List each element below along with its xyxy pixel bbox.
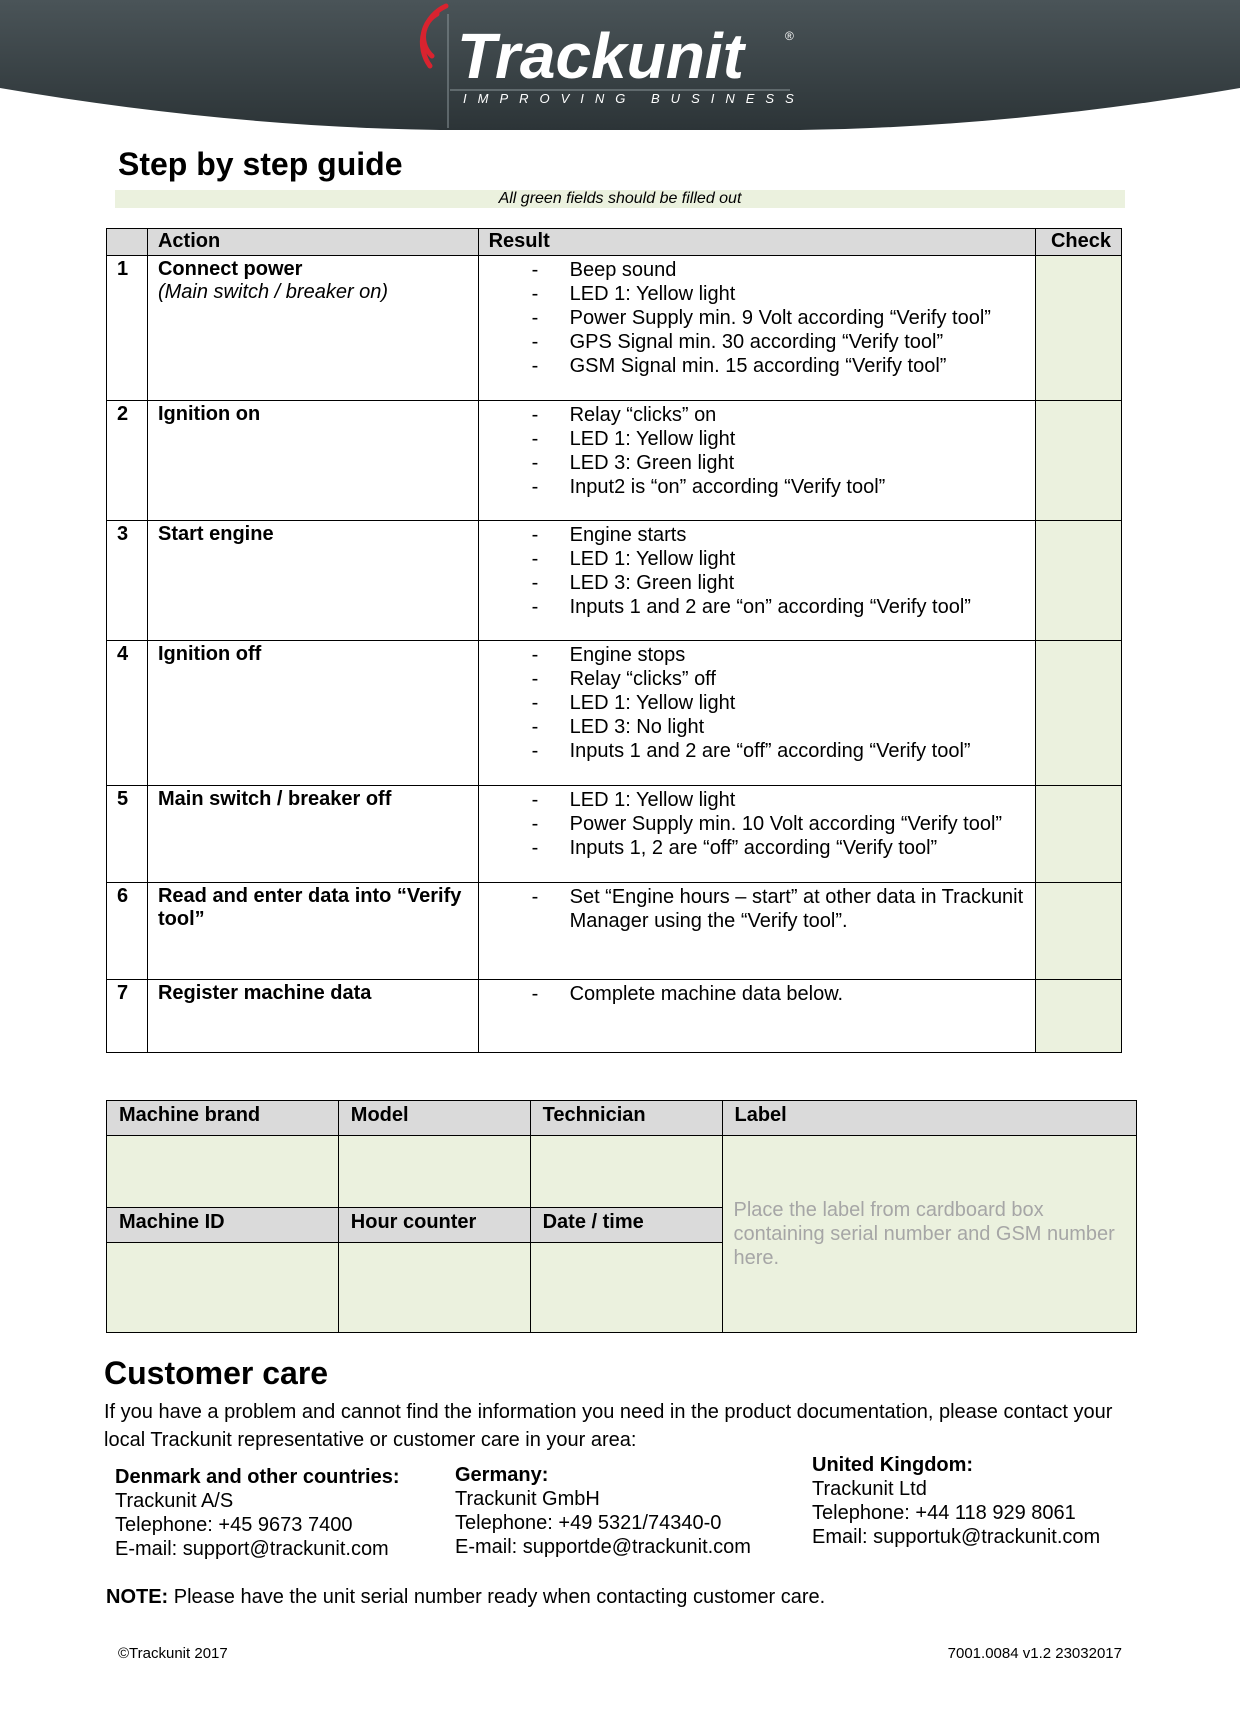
note-text: Please have the unit serial number ready when contacting customer care. xyxy=(168,1586,826,1608)
steps-header-row xyxy=(107,229,1122,256)
contact-email: Email: supportuk@trackunit.com xyxy=(812,1526,1101,1548)
step-action-subtitle: (Main switch / breaker on) xyxy=(157,281,389,303)
step-check-field[interactable] xyxy=(1036,980,1122,1053)
step-result xyxy=(478,256,1035,401)
result-text: Input2 is “on” according “Verify tool” xyxy=(569,476,886,498)
result-item xyxy=(489,571,1025,595)
customer-care-title: Customer care xyxy=(104,1355,329,1391)
bullet-dash: - xyxy=(531,476,539,498)
result-text: GPS Signal min. 30 according “Verify tool” xyxy=(569,331,944,353)
step-check-field[interactable] xyxy=(1036,786,1122,883)
serial-number-note xyxy=(106,1586,825,1609)
result-text: Set “Engine hours – start” at other data in Trackunit Manager using the “Verify tool”. xyxy=(569,886,1024,932)
step-action xyxy=(147,256,478,401)
result-item xyxy=(489,885,1025,933)
bullet-dash: - xyxy=(531,307,539,329)
machine-header-row-1 xyxy=(107,1101,1137,1136)
header-label: Label xyxy=(722,1101,1137,1136)
model-field[interactable] xyxy=(338,1136,530,1208)
bullet-dash: - xyxy=(531,668,539,690)
contact-company: Trackunit A/S xyxy=(115,1490,234,1512)
step-check-field[interactable] xyxy=(1036,401,1122,521)
result-text: Engine stops xyxy=(569,644,686,666)
step-row xyxy=(107,521,1122,641)
result-text: Engine starts xyxy=(569,524,687,546)
steps-table xyxy=(106,228,1122,1053)
header-action: Action xyxy=(147,229,478,256)
header-machine-id: Machine ID xyxy=(107,1208,339,1243)
date-time-field[interactable] xyxy=(530,1243,722,1333)
result-item xyxy=(489,282,1025,306)
bullet-dash: - xyxy=(531,692,539,714)
result-text: Power Supply min. 10 Volt according “Verify tool” xyxy=(569,813,1003,835)
contact-region: United Kingdom: xyxy=(812,1454,974,1476)
step-number: 5 xyxy=(107,786,148,883)
bullet-dash: - xyxy=(531,837,539,859)
contact-denmark xyxy=(115,1465,400,1561)
step-result xyxy=(478,521,1035,641)
result-item xyxy=(489,691,1025,715)
bullet-dash: - xyxy=(531,548,539,570)
step-row xyxy=(107,883,1122,980)
step-action-title: Connect power xyxy=(157,258,303,280)
result-item xyxy=(489,451,1025,475)
header-check: Check xyxy=(1036,229,1122,256)
step-action xyxy=(147,401,478,521)
bullet-dash: - xyxy=(531,524,539,546)
step-number: 2 xyxy=(107,401,148,521)
step-row xyxy=(107,980,1122,1053)
bullet-dash: - xyxy=(531,886,539,908)
step-action xyxy=(147,980,478,1053)
step-action-title: Read and enter data into “Verify tool” xyxy=(157,885,462,930)
step-action xyxy=(147,883,478,980)
step-number: 1 xyxy=(107,256,148,401)
header-date-time: Date / time xyxy=(530,1208,722,1243)
contact-email: E-mail: support@trackunit.com xyxy=(115,1538,389,1560)
result-item xyxy=(489,836,1025,860)
page-title: Step by step guide xyxy=(118,146,403,182)
result-text: LED 3: No light xyxy=(569,716,705,738)
step-row xyxy=(107,256,1122,401)
machine-id-field[interactable] xyxy=(107,1243,339,1333)
contact-region: Denmark and other countries: xyxy=(115,1466,400,1488)
step-action xyxy=(147,641,478,786)
registered-mark: ® xyxy=(785,29,794,43)
step-check-field[interactable] xyxy=(1036,641,1122,786)
bullet-dash: - xyxy=(531,331,539,353)
bullet-dash: - xyxy=(531,259,539,281)
header-num xyxy=(107,229,148,256)
header-machine-brand: Machine brand xyxy=(107,1101,339,1136)
result-text: Inputs 1, 2 are “off” according “Verify tool” xyxy=(569,837,938,859)
result-item xyxy=(489,982,1025,1006)
contact-germany xyxy=(455,1463,751,1559)
result-item xyxy=(489,739,1025,763)
result-item xyxy=(489,475,1025,499)
result-item xyxy=(489,306,1025,330)
bullet-dash: - xyxy=(531,572,539,594)
header-technician: Technician xyxy=(530,1101,722,1136)
step-result xyxy=(478,641,1035,786)
result-item xyxy=(489,715,1025,739)
machine-data-table xyxy=(106,1100,1137,1333)
contact-phone: Telephone: +45 9673 7400 xyxy=(115,1514,353,1536)
step-row xyxy=(107,786,1122,883)
header-banner xyxy=(0,0,1240,130)
contact-company: Trackunit Ltd xyxy=(812,1478,927,1500)
footer-doc-id: 7001.0084 v1.2 23032017 xyxy=(947,1645,1122,1662)
bullet-dash: - xyxy=(531,404,539,426)
step-action-title: Register machine data xyxy=(157,982,372,1004)
result-item xyxy=(489,788,1025,812)
bullet-dash: - xyxy=(531,716,539,738)
result-item xyxy=(489,547,1025,571)
step-action-title: Ignition off xyxy=(157,643,262,665)
step-number: 3 xyxy=(107,521,148,641)
result-item xyxy=(489,523,1025,547)
bullet-dash: - xyxy=(531,813,539,835)
step-result xyxy=(478,883,1035,980)
bullet-dash: - xyxy=(531,283,539,305)
step-number: 4 xyxy=(107,641,148,786)
step-row xyxy=(107,641,1122,786)
hour-counter-field[interactable] xyxy=(338,1243,530,1333)
page-header xyxy=(0,0,1240,130)
result-item xyxy=(489,403,1025,427)
header-hour-counter: Hour counter xyxy=(338,1208,530,1243)
contact-uk xyxy=(812,1453,1100,1549)
result-text: GSM Signal min. 15 according “Verify tool” xyxy=(569,355,947,377)
step-action-title: Ignition on xyxy=(157,403,261,425)
customer-care-intro: If you have a problem and cannot find the information you need in the product documentation, please contact your local Trackunit representative or customer care in your area: xyxy=(104,1401,1113,1451)
result-item xyxy=(489,643,1025,667)
bullet-dash: - xyxy=(531,740,539,762)
bullet-dash: - xyxy=(531,596,539,618)
technician-field[interactable] xyxy=(530,1136,722,1208)
result-item xyxy=(489,330,1025,354)
label-placement-area[interactable]: Place the label from cardboard box containing serial number and GSM number here. xyxy=(722,1136,1137,1333)
contact-region: Germany: xyxy=(455,1464,549,1486)
step-number: 6 xyxy=(107,883,148,980)
result-text: LED 1: Yellow light xyxy=(569,789,736,811)
result-text: LED 3: Green light xyxy=(569,452,735,474)
step-result xyxy=(478,980,1035,1053)
result-text: Inputs 1 and 2 are “off” according “Verify tool” xyxy=(569,740,971,762)
bullet-dash: - xyxy=(531,355,539,377)
step-result xyxy=(478,786,1035,883)
result-item xyxy=(489,667,1025,691)
result-text: Relay “clicks” on xyxy=(569,404,717,426)
result-text: Relay “clicks” off xyxy=(569,668,716,690)
result-text: Power Supply min. 9 Volt according “Verify tool” xyxy=(569,307,991,329)
result-text: LED 1: Yellow light xyxy=(569,283,736,305)
step-check-field[interactable] xyxy=(1036,256,1122,401)
step-result xyxy=(478,401,1035,521)
result-text: LED 3: Green light xyxy=(569,572,735,594)
step-row xyxy=(107,401,1122,521)
result-text: Complete machine data below. xyxy=(569,983,844,1005)
bullet-dash: - xyxy=(531,983,539,1005)
result-item xyxy=(489,812,1025,836)
brand-logo-text: Trackunit xyxy=(457,20,744,92)
contact-phone: Telephone: +49 5321/74340-0 xyxy=(455,1512,722,1534)
brand-tagline: IMPROVING BUSINESS xyxy=(463,91,805,106)
result-item xyxy=(489,258,1025,282)
result-text: LED 1: Yellow light xyxy=(569,428,736,450)
machine-input-row-1 xyxy=(107,1136,1137,1208)
step-action-title: Start engine xyxy=(157,523,274,545)
machine-brand-field[interactable] xyxy=(107,1136,339,1208)
step-action-title: Main switch / breaker off xyxy=(157,788,392,810)
result-text: LED 1: Yellow light xyxy=(569,548,736,570)
contact-company: Trackunit GmbH xyxy=(455,1488,600,1510)
contact-phone: Telephone: +44 118 929 8061 xyxy=(812,1502,1076,1524)
note-label: NOTE: xyxy=(106,1586,169,1608)
result-item xyxy=(489,427,1025,451)
step-check-field[interactable] xyxy=(1036,883,1122,980)
step-check-field[interactable] xyxy=(1036,521,1122,641)
contact-email: E-mail: supportde@trackunit.com xyxy=(455,1536,751,1558)
step-action xyxy=(147,786,478,883)
result-item xyxy=(489,595,1025,619)
result-text: Inputs 1 and 2 are “on” according “Verify tool” xyxy=(569,596,971,618)
result-text: Beep sound xyxy=(569,259,677,281)
fill-instruction-note: All green fields should be filled out xyxy=(115,190,1125,208)
result-text: LED 1: Yellow light xyxy=(569,692,736,714)
bullet-dash: - xyxy=(531,452,539,474)
step-action xyxy=(147,521,478,641)
footer-copyright: ©Trackunit 2017 xyxy=(118,1645,228,1662)
header-result: Result xyxy=(478,229,1035,256)
bullet-dash: - xyxy=(531,789,539,811)
result-item xyxy=(489,354,1025,378)
header-model: Model xyxy=(338,1101,530,1136)
bullet-dash: - xyxy=(531,644,539,666)
step-number: 7 xyxy=(107,980,148,1053)
bullet-dash: - xyxy=(531,428,539,450)
